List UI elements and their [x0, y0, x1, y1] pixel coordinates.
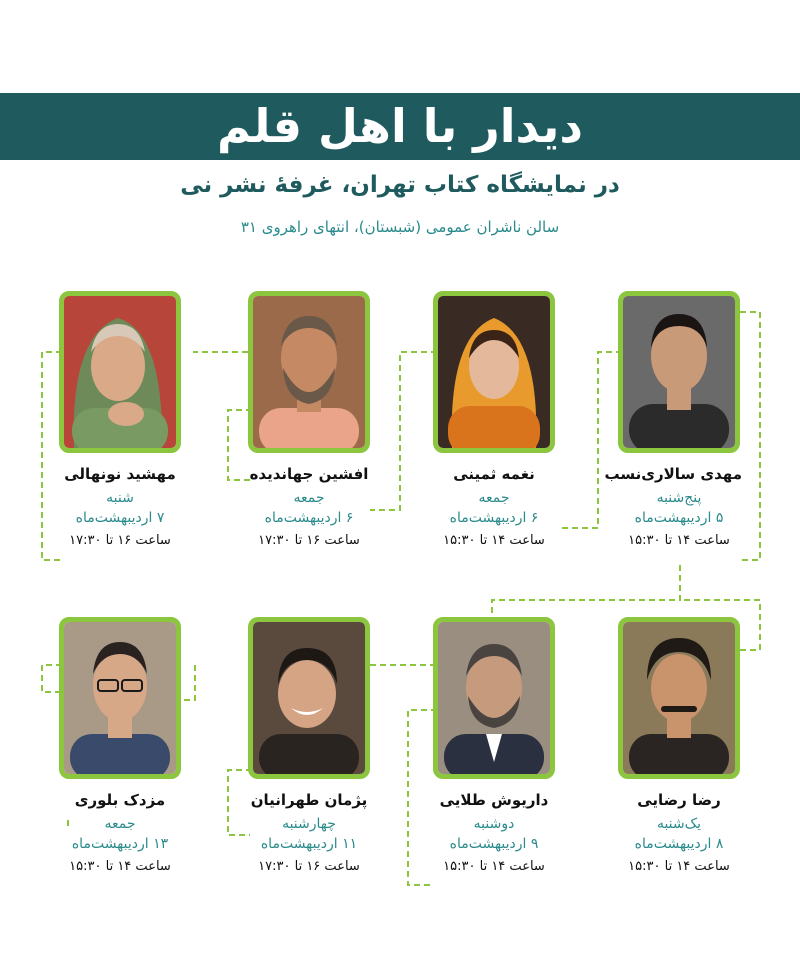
author-card — [431, 617, 557, 874]
author-portrait — [623, 622, 735, 774]
author-time: ساعت ۱۴ تا ۱۵:۳۰ — [69, 859, 171, 874]
author-portrait — [623, 296, 735, 448]
venue-line: سالن ناشران عمومی (شبستان)، انتهای راهروی ۳۱ — [240, 218, 560, 236]
portrait-shirt — [629, 404, 729, 448]
author-name: داریوش طلایی — [439, 791, 549, 809]
author-time: ساعت ۱۴ تا ۱۵:۳۰ — [628, 533, 730, 548]
author-portrait — [253, 622, 365, 774]
connector-line — [182, 665, 195, 700]
author-weekday: جمعه — [104, 816, 136, 832]
author-photo-frame — [433, 617, 555, 779]
author-photo-frame — [59, 617, 181, 779]
author-weekday: دوشنبه — [473, 816, 515, 832]
page-title: دیدار با اهل قلم — [217, 99, 583, 153]
author-photo-frame — [618, 617, 740, 779]
author-weekday: جمعه — [293, 490, 325, 506]
author-date: ۷ اردیبهشت‌ماه — [75, 510, 165, 526]
author-card — [246, 291, 372, 548]
author-photo-frame — [59, 291, 181, 453]
author-photo-frame — [248, 617, 370, 779]
author-card — [57, 291, 183, 548]
author-date: ۹ اردیبهشت‌ماه — [449, 836, 539, 852]
author-card — [246, 617, 372, 874]
author-portrait — [253, 296, 365, 448]
author-portrait — [438, 296, 550, 448]
author-card — [604, 291, 742, 548]
author-time: ساعت ۱۴ تا ۱۵:۳۰ — [443, 533, 545, 548]
author-card — [616, 617, 742, 874]
author-weekday: جمعه — [478, 490, 510, 506]
connector-line — [370, 352, 437, 510]
author-name: نغمه ثمینی — [453, 465, 535, 483]
author-card — [57, 617, 183, 874]
author-date: ۶ اردیبهشت‌ماه — [264, 510, 354, 526]
author-date: ۸ اردیبهشت‌ماه — [634, 836, 724, 852]
author-weekday: یک‌شنبه — [656, 816, 702, 832]
author-date: ۵ اردیبهشت‌ماه — [634, 510, 724, 526]
author-weekday: شنبه — [106, 490, 134, 506]
author-portrait — [438, 622, 550, 774]
connector-line — [492, 565, 680, 620]
author-name: مهشید نونهالی — [64, 465, 176, 483]
author-name: رضا رضایی — [637, 791, 721, 809]
author-weekday: چهارشنبه — [282, 816, 336, 832]
author-name: مهدی سالاری‌نسب — [604, 465, 742, 483]
author-photo-frame — [248, 291, 370, 453]
page-subtitle: در نمایشگاه کتاب تهران، غرفهٔ نشر نی — [180, 172, 620, 198]
author-time: ساعت ۱۴ تا ۱۵:۳۰ — [443, 859, 545, 874]
author-photo-frame — [618, 291, 740, 453]
author-time: ساعت ۱۶ تا ۱۷:۳۰ — [69, 533, 171, 548]
author-time: ساعت ۱۶ تا ۱۷:۳۰ — [258, 533, 360, 548]
author-photo-frame — [433, 291, 555, 453]
author-portrait — [64, 622, 176, 774]
connector-line — [558, 352, 622, 528]
author-time: ساعت ۱۴ تا ۱۵:۳۰ — [628, 859, 730, 874]
author-date: ۱۳ اردیبهشت‌ماه — [71, 836, 169, 852]
author-time: ساعت ۱۶ تا ۱۷:۳۰ — [258, 859, 360, 874]
author-name: مزدک بلوری — [74, 791, 166, 809]
author-portrait — [64, 296, 176, 448]
author-weekday: پنج‌شنبه — [656, 490, 702, 506]
author-date: ۱۱ اردیبهشت‌ماه — [260, 836, 358, 852]
author-name: پژمان طهرانیان — [250, 791, 368, 809]
connector-line — [740, 312, 760, 560]
author-date: ۶ اردیبهشت‌ماه — [449, 510, 539, 526]
author-name: افشین جهاندیده — [249, 465, 369, 483]
author-card — [431, 291, 557, 548]
